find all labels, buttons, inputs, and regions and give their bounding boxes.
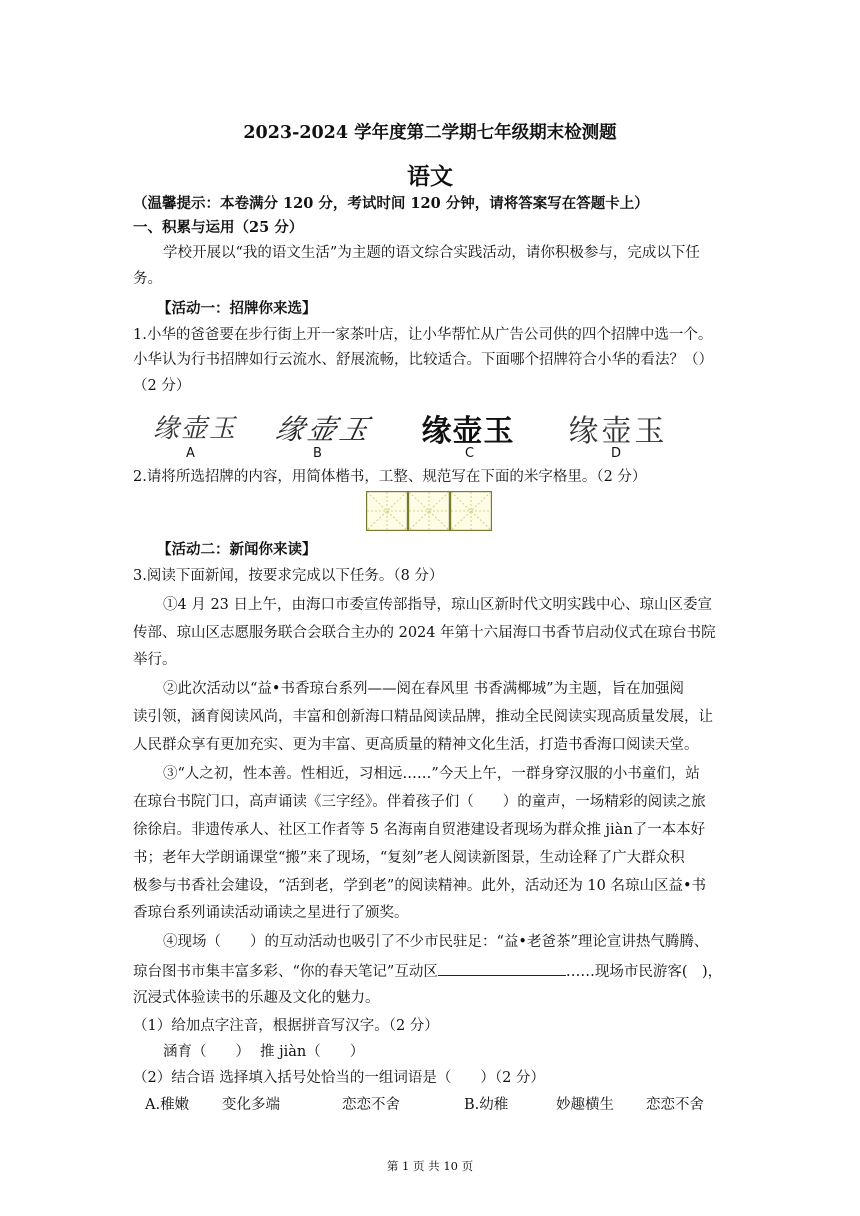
sign-d-image: 缘壶玉 [568,414,668,449]
pinyin-item-b: 推 jiàn（ ） [260,1044,365,1060]
news-p3-line-4: 书；老年大学朗诵课堂“搬”来了现场，“复刻”老人阅读新图景，生动诠释了广大群众积 [133,850,685,866]
news-p2-line-3: 人民群众享有更加充实、更为丰富、更高质量的精神文化生活，打造书香海口阅读天堂。 [133,737,699,753]
exam-tip: （温馨提示：本卷满分 120 分，考试时间 120 分钟，请将答案写在答题卡上） [133,195,649,212]
intro-line-1: 学校开展以“我的语文生活”为主题的语文综合实践活动，请你积极参与，完成以下任 [163,245,700,261]
sign-option-b [272,408,377,448]
news-p3-line-5: 极参与书香社会建设，“活到老，学到老”的阅读精神。此外，活动还为 10 名琼山区益•书 [133,878,707,894]
news-p4-line-2 [133,963,722,980]
intro-line-2: 务。 [133,271,162,287]
news-p2-line-1: ②此次活动以“益•书香琼台系列——阅在春风里 书香满椰城”为主题，旨在加强阅 [163,681,684,697]
sign-option-a [150,408,240,445]
news-p3-line-2: 在琼台书院门口，高声诵读《三字经》。伴着孩子们（ ）的童声，一场精彩的阅读之旅 [133,794,706,810]
sign-c-image: 缘壶玉 [421,414,515,449]
news-p4-line-2-part-b: ……现场市民游客( )， [565,964,723,980]
sub-question-2: （2）结合语 选择填入括号处恰当的一组词语是（ ）（2 分） [133,1070,545,1086]
question-2: 2.请将所选招牌的内容，用简体楷书，工整、规范写在下面的米字格里。（2 分） [133,469,647,485]
sign-a-letter: A [186,446,195,461]
option-a-1: A.稚嫩 [145,1097,190,1113]
question-1-line-3: （2 分） [133,378,191,394]
option-a-2: 变化多端 [222,1097,280,1113]
news-p3-line-6: 香琼台系列诵读活动诵读之星进行了颁奖。 [133,905,409,921]
option-b-1: B.幼稚 [464,1097,509,1113]
subject-title: 语文 [407,163,453,190]
news-p4-line-2-part-a: 琼台图书市集丰富多彩、“你的春天笔记”互动区 [133,964,438,980]
rice-grid-lines [366,491,492,531]
news-p4-line-1: ④现场（ ）的互动活动也吸引了不少市民驻足：“益•老爸茶”理论宣讲热气腾腾、 [163,934,709,950]
sign-c-letter: C [465,446,475,461]
question-3: 3.阅读下面新闻，按要求完成以下任务。（8 分） [133,568,444,584]
option-a-3: 恋恋不舍 [342,1097,400,1113]
question-1-line-1: 1.小华的爸爸要在步行街上开一家茶叶店，让小华帮忙从广告公司供的四个招牌中选一个。 [133,327,713,343]
rice-grid [366,491,492,531]
option-b-2: 妙趣横生 [556,1097,614,1113]
question-1-line-2: 小华认为行书招牌如行云流水、舒展流畅，比较适合。下面哪个招牌符合小华的看法？（） [133,352,713,368]
activity-2-heading: 【活动二：新闻你来读】 [157,541,317,558]
sign-d-letter: D [611,446,622,461]
news-p2-line-2: 读引领，涵育阅读风尚，丰富和创新海口精品阅读品牌，推动全民阅读实现高质量发展，让 [133,709,713,725]
page-number: 第 1 页 共 10 页 [386,1159,474,1173]
sign-a-image: 缘壶玉 [152,414,237,444]
news-p3-line-1: ③“人之初，性本善。性相近，习相远……”今天上午，一群身穿汉服的小书童们，站 [163,766,700,782]
section-heading: 一、积累与运用（25 分） [133,219,304,236]
sign-b-image: 缘壶玉 [272,413,376,446]
news-p1-line-3: 举行。 [133,652,177,668]
news-p1-line-2: 传部、琼山区志愿服务联合会联合主办的 2024 年第十六届海口书香节启动仪式在琼台书院 [133,625,716,641]
option-b-3: 恋恋不舍 [646,1097,704,1113]
sign-option-c [408,406,528,450]
exam-title: 2023-2024 学年度第二学期七年级期末检测题 [243,123,617,143]
news-p4-line-3: 沉浸式体验读书的乐趣及文化的魅力。 [133,990,380,1006]
answer-blank[interactable] [438,963,566,976]
news-p3-line-3: 徐徐启。非遗传承人、社区工作者等 5 名海南自贸港建设者现场为群众推 jiàn了一本本好 [133,822,706,838]
news-p1-line-1: ①4 月 23 日上午，由海口市委宣传部指导，琼山区新时代文明实践中心、琼山区委宣 [163,597,713,613]
sub-question-1: （1）给加点字注音，根据拼音写汉字。（2 分） [133,1018,439,1034]
pinyin-item-a: 涵育（ ） [163,1044,250,1060]
sign-b-letter: B [313,446,322,461]
sign-option-d [563,406,673,450]
activity-1-heading: 【活动一：招牌你来选】 [157,300,317,317]
